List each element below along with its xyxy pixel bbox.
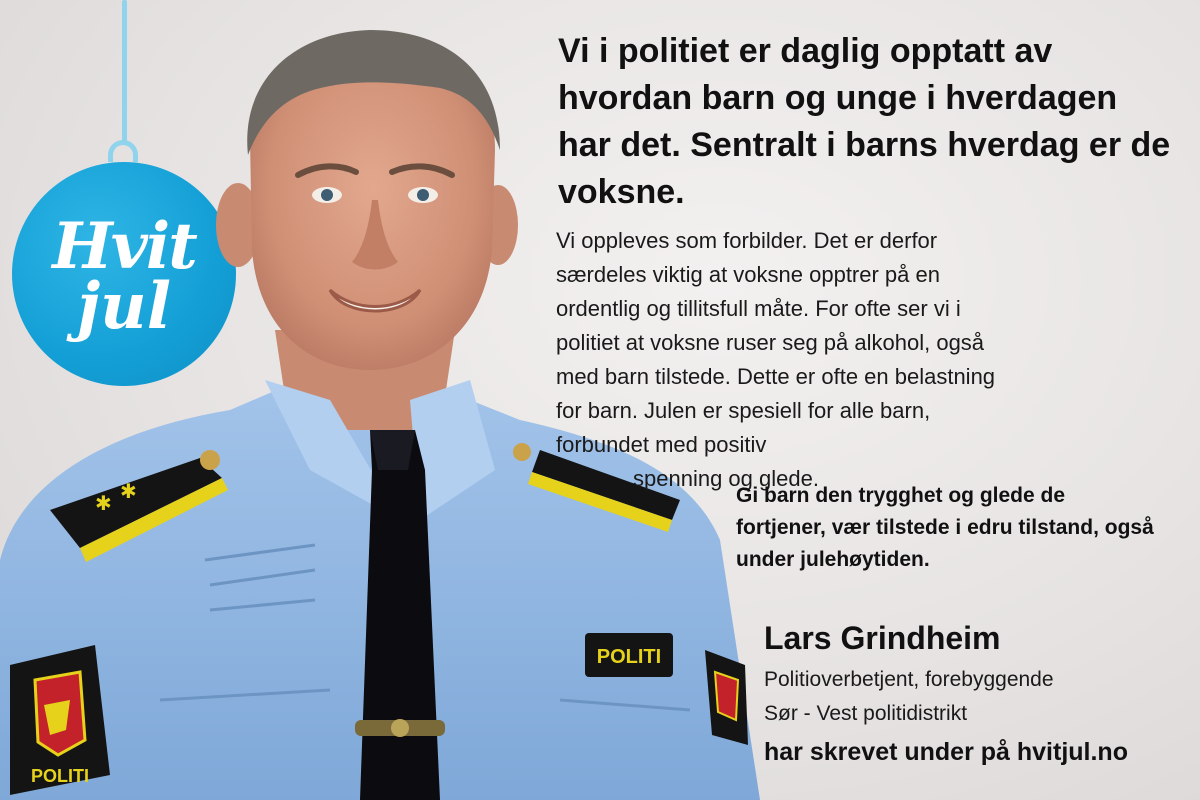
ornament-text-line-2: jul <box>77 269 171 344</box>
body-text <box>556 224 1016 496</box>
body-text-main: Vi oppleves som forbilder. Det er derfor særdeles viktig at voksne opptrer på en ordentlig og tillitsfull måte. For ofte ser vi i politiet at voksne ruser seg på alkohol, også med barn tilstede. Dette er ofte en belastning for barn. Julen er spesiell for alle barn, forbundet med positiv <box>556 228 996 457</box>
chest-patch-label: POLITI <box>596 646 662 668</box>
signature-title: Politioverbetjent, forebyggende <box>764 668 1054 691</box>
signature-signed-statement: har skrevet under på hvitjul.no <box>764 738 1128 766</box>
signature-name: Lars Grindheim <box>764 620 1001 656</box>
call-to-action: Gi barn den trygghet og glede de fortjener, vær tilstede i edru tilstand, også under julehøytiden. <box>736 484 1154 571</box>
svg-text:✱: ✱ <box>95 493 112 515</box>
svg-text:✱: ✱ <box>120 481 137 503</box>
headline: Vi i politiet er daglig opptatt av hvordan barn og unge i hverdagen har det. Sentralt i barns hverdag er de voksne. <box>558 32 1171 211</box>
ornament-text-line-1: Hvit <box>52 209 196 284</box>
body-text-last-line: spenning og glede. <box>633 466 819 491</box>
signature-district: Sør - Vest politidistrikt <box>764 702 968 725</box>
sleeve-patch-label: POLITI <box>31 766 89 786</box>
